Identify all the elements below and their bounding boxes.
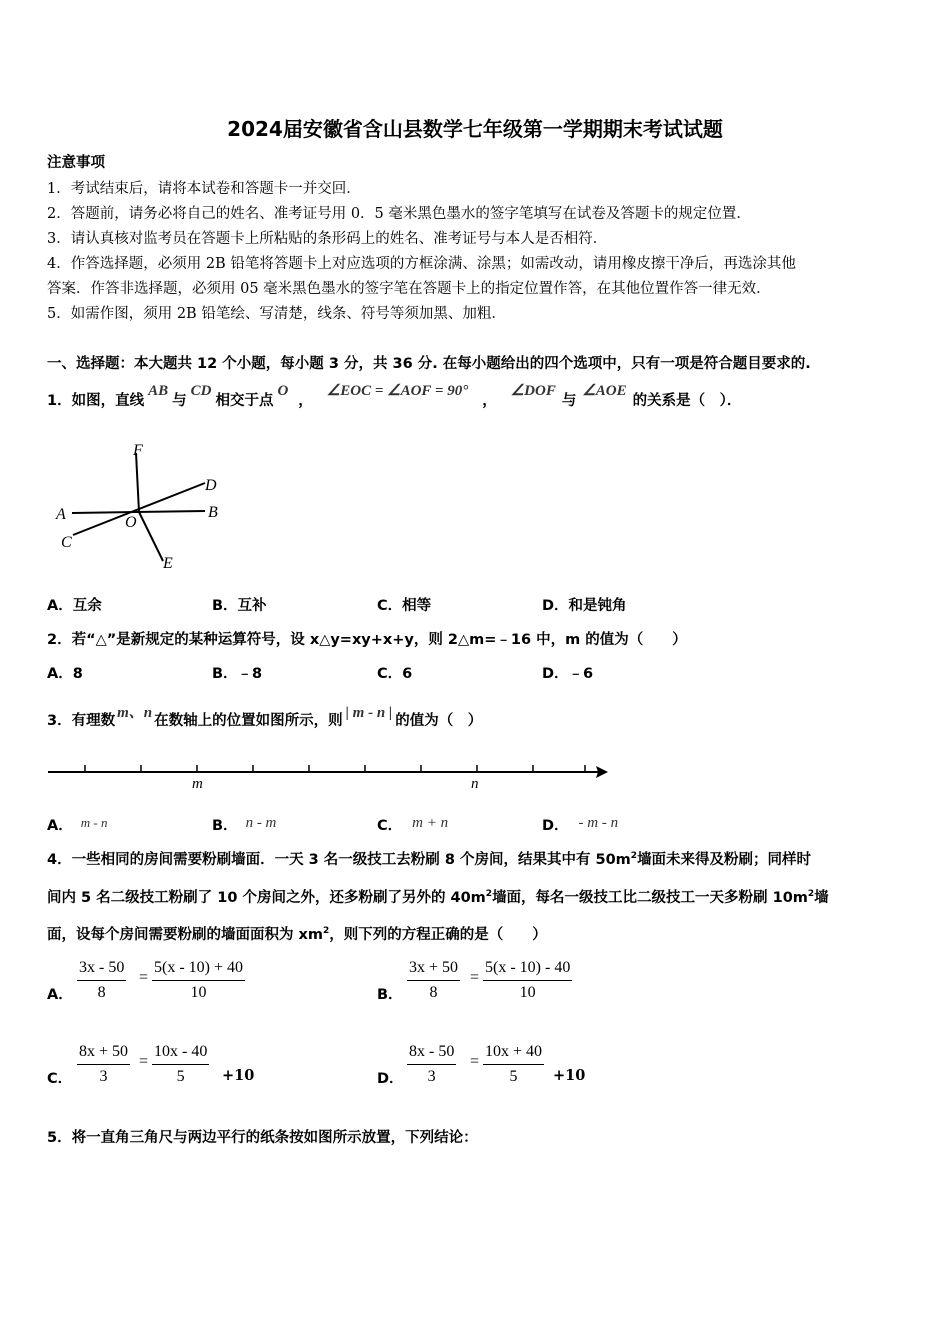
fraction: $\frac{8x + 50}{3}$ xyxy=(77,1040,130,1089)
notice-item: 4．作答选择题，必须用 2B 铅笔将答题卡上对应选项的方框涂满、涂黑；如需改动，请用橡皮擦干净后，再选涂其他 xyxy=(47,256,796,272)
page-title: 2024届安徽省含山县数学七年级第一学期期末考试试题 xyxy=(227,117,723,141)
q1-figure xyxy=(45,438,235,578)
notice-item: 1．考试结束后，请将本试卷和答题卡一并交回． xyxy=(47,181,361,197)
q4-stem-line: 4．一些相同的房间需要粉刷墙面．一天 3 名一级技工去粉刷 8 个房间，结果其中有 $50m^2$墙面未来得及粉刷；同样时 xyxy=(47,851,812,868)
fraction: $\frac{3x - 50}{8}$ xyxy=(77,956,126,1005)
fraction: $\frac{10x + 40}{5}$ xyxy=(483,1040,544,1089)
fraction: $\frac{3x + 50}{8}$ xyxy=(407,956,460,1005)
label-m: m xyxy=(192,776,203,792)
q3-option-b[interactable]: B． n - m xyxy=(212,815,277,834)
fraction: $\frac{5(x - 10) - 40}{10}$ xyxy=(483,956,572,1005)
label-a: A xyxy=(56,506,66,523)
notice-item: 3．请认真核对监考员在答题卡上所粘贴的条形码上的姓名、准考证号与本人是否相符． xyxy=(47,231,608,247)
equals-sign: = xyxy=(470,969,480,986)
equals-sign: = xyxy=(139,1053,149,1070)
ray-oe xyxy=(139,512,163,561)
q2-option-b[interactable]: B．﹣8 xyxy=(212,666,263,682)
section-heading: 一、选择题：本大题共 12 个小题，每小题 3 分，共 36 分. 在每小题给出的四个选项中，只有一项是符合题目要求的. xyxy=(47,356,811,372)
fraction: $\frac{5(x - 10) + 40}{10}$ xyxy=(152,956,245,1005)
fraction: $\frac{10x - 40}{5}$ xyxy=(152,1040,209,1089)
q4-stem-line: 间内 5 名二级技工粉刷了 10 个房间之外，还多粉刷了另外的 $40m^2$墙面，每名一级技工比二级技工一天多粉刷 $10m^2$墙 xyxy=(47,889,829,906)
q2-stem: 2．若“△”是新规定的某种运算符号，设 x△y=xy+x+y，则 2△m=﹣16 中，m 的值为（ ） xyxy=(47,632,687,648)
equals-sign: = xyxy=(470,1053,480,1070)
notice-heading: 注意事项 xyxy=(47,155,105,171)
q3-option-c[interactable]: C． m + n xyxy=(377,815,449,834)
label-f: F xyxy=(133,442,143,459)
plus-term: +10 xyxy=(553,1067,586,1084)
q4-option-a[interactable]: A． xyxy=(47,987,73,1003)
label-c: C xyxy=(61,534,72,551)
notice-item: 5．如需作图，须用 2B 铅笔绘、写清楚，线条、符号等须加黑、加粗． xyxy=(47,306,506,322)
q4-option-c[interactable]: C． xyxy=(47,1071,73,1087)
label-d: D xyxy=(205,477,217,494)
q1-option-d[interactable]: D．和是钝角 xyxy=(542,598,627,614)
q3-number-line xyxy=(45,758,615,794)
notice-item: 2．答题前，请务必将自己的姓名、准考证号用 0．5 毫米黑色墨水的签字笔填写在试卷及答题卡的规定位置． xyxy=(47,206,751,222)
fraction: $\frac{8x - 50}{3}$ xyxy=(407,1040,456,1089)
q2-option-d[interactable]: D．﹣6 xyxy=(542,666,594,682)
q5-stem: 5．将一直角三角尺与两边平行的纸条按如图所示放置，下列结论： xyxy=(47,1130,478,1146)
equals-sign: = xyxy=(139,969,149,986)
label-b: B xyxy=(208,504,218,521)
ray-of xyxy=(136,453,139,512)
q1-option-c[interactable]: C．相等 xyxy=(377,598,432,614)
q4-stem-line: 面，设每个房间需要粉刷的墙面面积为 $xm^2$，则下列的方程正确的是（ ） xyxy=(47,926,547,943)
q1-stem: 1．如图，直线AB与CD相交于点O，∠EOC = ∠AOF = 90°，∠DOF与∠AOE的关系是（ ）． xyxy=(47,383,742,409)
label-n: n xyxy=(471,776,479,792)
q3-stem: 3．有理数 m、n 在数轴上的位置如图所示，则 | m - n | 的值为（ ） xyxy=(47,705,483,729)
q4-option-b[interactable]: B． xyxy=(377,987,403,1003)
notice-item: 答案．作答非选择题，必须用 05 毫米黑色墨水的签字笔在答题卡上的指定位置作答，在其他位置作答一律无效． xyxy=(47,281,771,297)
q3-option-d[interactable]: D． - m - n xyxy=(542,815,619,834)
q3-option-a[interactable]: A． m - n xyxy=(47,815,108,834)
q4-option-d[interactable]: D． xyxy=(377,1071,404,1087)
q1-option-a[interactable]: A．互余 xyxy=(47,598,102,614)
plus-term: +10 xyxy=(222,1067,255,1084)
label-e: E xyxy=(163,555,173,572)
label-o: O xyxy=(125,514,137,531)
q2-option-c[interactable]: C．6 xyxy=(377,666,413,682)
q2-option-a[interactable]: A．8 xyxy=(47,666,83,682)
q1-option-b[interactable]: B．互补 xyxy=(212,598,267,614)
